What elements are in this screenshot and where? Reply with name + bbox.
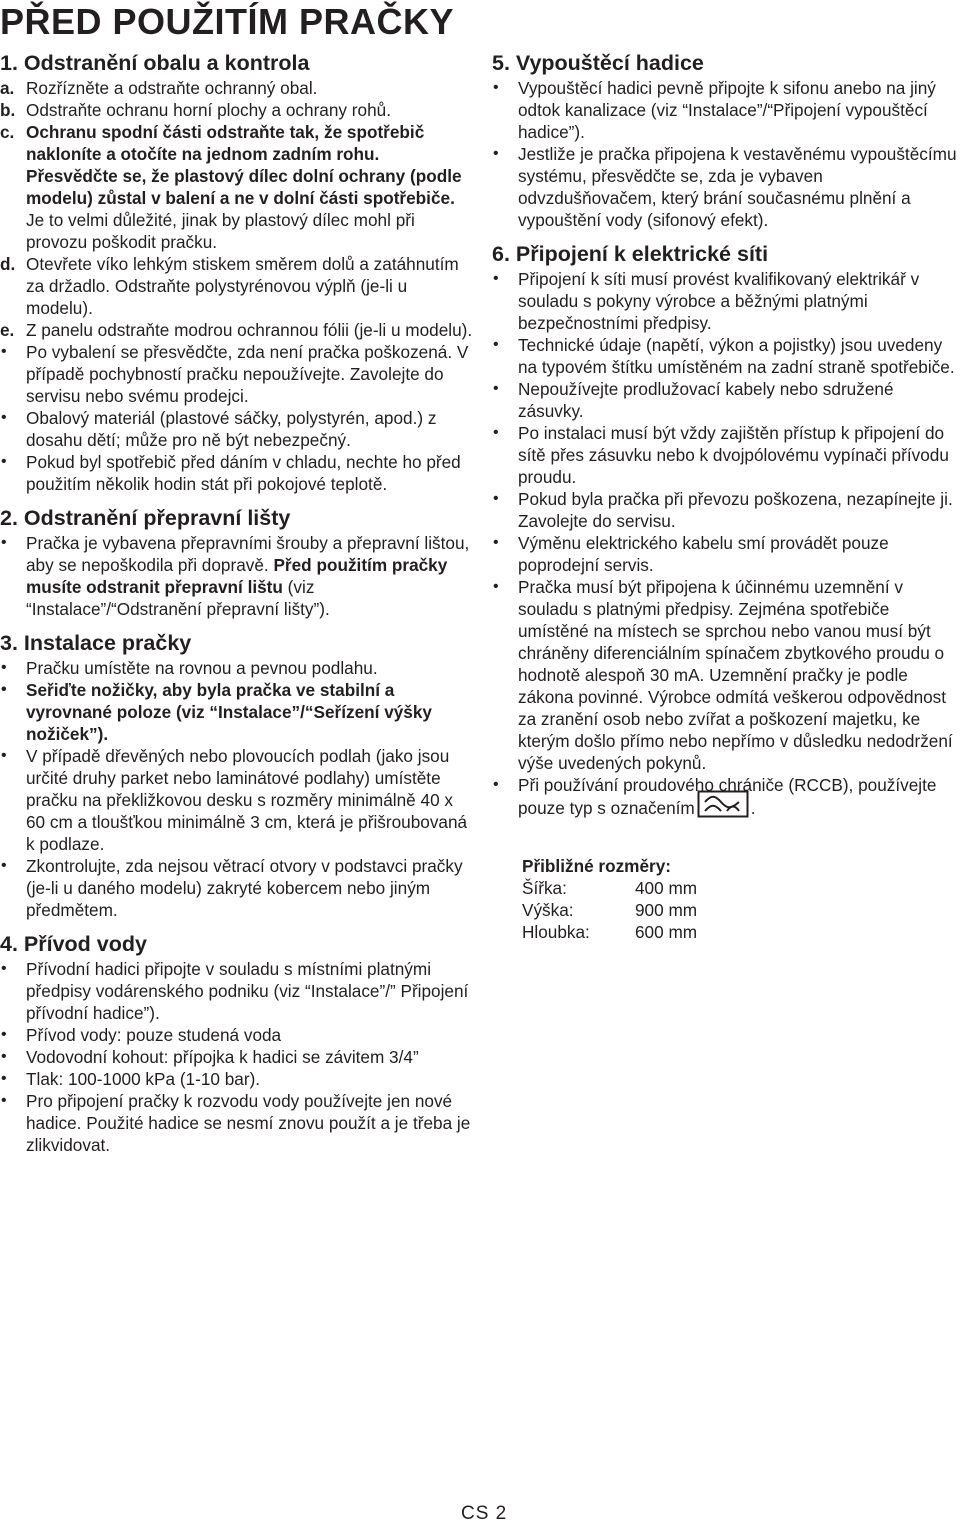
bullet-item: • Připojení k síti musí provést kvalifikovaný elektrikář v souladu s pokyny výrobce a běžnými platnými bezpečnostními předpisy. — [493, 269, 920, 333]
section-heading: 2. Odstranění přepravní lišty — [0, 506, 291, 530]
rccb-type-symbol-icon — [697, 790, 749, 823]
dimension-row: Hloubka: 600 mm — [522, 922, 698, 942]
list-item: a. Rozřízněte a odstraňte ochranný obal. — [0, 78, 318, 98]
bullet-item: • Při používání proudového chrániče (RCCB), používejte pouze typ s označením . — [492, 774, 958, 823]
section-heading: 6. Připojení k elektrické síti — [492, 242, 769, 266]
bullet-item: • Technické údaje (napětí, výkon a pojistky) jsou uvedeny na typovém štítku umístěném na zadní straně spotřebiče. — [493, 335, 955, 377]
left-column — [0, 50, 475, 1166]
bullet-item: • Přívod vody: pouze studená voda — [1, 1025, 282, 1045]
bullet-item: • Seřiďte nožičky, aby byla pračka ve stabilní a vyrovnané poloze (viz “Instalace”/“Seřízení výšky nožiček”). — [1, 680, 432, 744]
section-water-supply — [0, 931, 475, 1156]
bullet-item: • Zkontrolujte, zda nejsou větrací otvory v podstavci pračky (je-li u daného modelu) zakryté kobercem nebo jiným předmětem. — [1, 856, 463, 920]
list-item: b. Odstraňte ochranu horní plochy a ochrany rohů. — [0, 100, 391, 120]
page-title: PŘED POUŽITÍM PRAČKY — [0, 1, 455, 42]
bullet-item: • Pro připojení pračky k rozvodu vody používejte jen nové hadice. Použité hadice se nesmí znovu použít a je třeba je zlikvidovat. — [1, 1091, 471, 1155]
bullet-item: • Pračku umístěte na rovnou a pevnou podlahu. — [1, 658, 378, 678]
bullet-item: • Přívodní hadici připojte v souladu s místními platnými předpisy vodárenského podniku (viz “Instalace”/” Připojení přívodní hadice”). — [1, 959, 469, 1023]
dimension-row: Výška: 900 mm — [522, 900, 698, 920]
list-item: c. Ochranu spodní části odstraňte tak, že spotřebič nakloníte a otočíte na jednom zadním rohu. Přesvědčte se, že plastový dílec dolní ochrany (podle modelu) zůstal v balení a ne v dolní části spotřebiče. Je to velmi důležité, jinak by plastový dílec mohl při provozu poškodit pračku. — [0, 122, 462, 252]
bullet-item: • V případě dřevěných nebo plovoucích podlah (jako jsou určité druhy parket nebo laminátové podlahy) umístěte pračku na překližkovou desku s rozměry minimálně 40 x 60 cm a tloušťkou minimálně 3 cm, která je přišroubovaná k podlaze. — [1, 746, 468, 854]
right-column — [492, 50, 958, 943]
section-heading: 5. Vypouštěcí hadice — [492, 51, 704, 75]
section-drain-hose — [492, 50, 958, 231]
bullet-item: • Po vybalení se přesvědčte, zda není pračka poškozená. V případě pochybností pračku nepoužívejte. Zavolejte do servisu nebo svému prodejci. — [1, 342, 469, 406]
bullet-item: • Obalový materiál (plastové sáčky, polystyrén, apod.) z dosahu dětí; může pro ně být nebezpečný. — [1, 408, 437, 450]
bullet-item: • Nepoužívejte prodlužovací kabely nebo sdružené zásuvky. — [493, 379, 894, 421]
bullet-item: • Pokud byla pračka při převozu poškozena, nezapínejte ji. Zavolejte do servisu. — [493, 489, 953, 531]
list-item: e. Z panelu odstraňte modrou ochrannou fólii (je-li u modelu). — [0, 320, 473, 340]
bullet-item: • Pračka je vybavena přepravními šrouby a přepravní lištou, aby se nepoškodila při dopravě. Před použitím pračky musíte odstranit přepravní lištu (viz “Instalace”/“Odstranění přepravní lišty”). — [1, 533, 470, 619]
bullet-item: • Vypouštěcí hadici pevně připojte k sifonu anebo na jiný odtok kanalizace (viz “Instalace”/“Připojení vypouštěcí hadice”). — [493, 78, 936, 142]
bullet-item: • Pokud byl spotřebič před dáním v chladu, nechte ho před použitím několik hodin stát při pokojové teplotě. — [1, 452, 461, 494]
section-transport-bar — [0, 505, 475, 620]
bullet-item: • Jestliže je pračka připojena k vestavěnému vypouštěcímu systému, přesvědčte se, zda je vybaven odvzdušňovačem, který brání současnému plnění a vypouštění vody (sifonový efekt). — [493, 144, 957, 230]
dimension-row: Šířka: 400 mm — [522, 878, 698, 898]
dimensions-heading: Přibližné rozměry: — [522, 856, 671, 876]
bullet-item: • Vodovodní kohout: přípojka k hadici se závitem 3/4” — [1, 1047, 419, 1067]
section-installation — [0, 630, 475, 921]
section-heading: 3. Instalace pračky — [0, 631, 192, 655]
list-item: d. Otevřete víko lehkým stiskem směrem dolů a zatáhnutím za držadlo. Odstraňte polystyrénovou výplň (je-li u modelu). — [0, 254, 459, 318]
section-heading: 1. Odstranění obalu a kontrola — [0, 51, 310, 75]
section-heading: 4. Přívod vody — [0, 932, 147, 956]
bullet-item: • Tlak: 100-1000 kPa (1-10 bar). — [1, 1069, 261, 1089]
section-unpacking — [0, 50, 475, 495]
bullet-item: • Pračka musí být připojena k účinnému uzemnění v souladu s platnými předpisy. Zejména spotřebiče umístěné na místech se sprchou nebo vanou musí být chráněny diferenciálním spínačem zbytkového proudu o hodnotě alespoň 30 mA. Uzemnění pračky je podle zákona povinné. Výrobce odmítá veškerou odpovědnost za zranění osob nebo zvířat a poškození majetku, ke kterým došlo přímo nebo nepřímo v důsledku nedodržení výše uvedených pokynů. — [493, 577, 953, 773]
bullet-item: • Výměnu elektrického kabelu smí provádět pouze poprodejní servis. — [493, 533, 889, 575]
section-electrical — [492, 241, 958, 823]
dimensions-block — [492, 855, 958, 943]
page-number: CS 2 — [461, 1503, 508, 1524]
bullet-item: • Po instalaci musí být vždy zajištěn přístup k připojení do sítě přes zásuvku nebo k dvojpólovému vypínači přívodu proudu. — [493, 423, 949, 487]
